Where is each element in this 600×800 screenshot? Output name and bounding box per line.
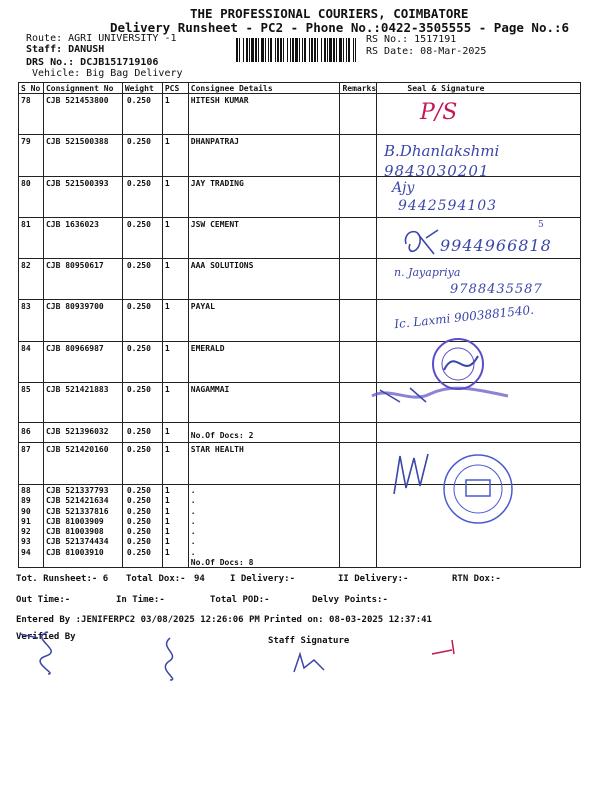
sno-cell-line: 92 [21,527,31,537]
pcs-cell [162,135,188,177]
weight-cell-text: 0.250 [126,445,151,454]
pcs-cell [162,300,188,342]
consignee-cell-text: HITESH KUMAR [190,96,249,105]
consignee-cell-text: JAY TRADING [190,179,244,188]
consignee-cell [188,300,340,342]
staff-signature: Staff Signature [268,636,350,646]
remarks-cell [340,177,377,218]
pcs-cell-text: 1 [164,179,170,188]
signature-81-note: 5 [538,220,544,230]
rtn-dox: RTN Dox:- [452,574,501,584]
pcs-cell-line: 1 [164,547,170,557]
sno-cell-line: 91 [21,516,31,526]
weight-cell [122,135,162,177]
signature-80-name: Ajy [392,180,415,196]
out-time: Out Time:- [16,595,71,605]
remarks-cell [340,94,377,135]
signature-81-phone: 9944966818 [440,236,552,255]
pcs-cell-line: 1 [164,516,170,526]
verified-by: Verified By [16,632,76,642]
col-consignee: Consignee Details [188,83,340,94]
sno-cell-line: 93 [21,537,31,547]
total-runsheet: Tot. Runsheet:- 6 [16,574,109,584]
consignment-cell-text: CJB 521500393 [45,179,109,188]
pcs-cell [162,177,188,218]
consignment-cell [43,177,122,218]
sno-cell [19,443,44,485]
weight-cell-line: 0.250 [126,506,151,516]
page-title: THE PROFESSIONAL COURIERS, COIMBATORE [190,6,469,21]
consignment-cell-line: CJB 521421634 [45,496,109,506]
consignment-cell [43,94,122,135]
remarks-cell [340,423,377,443]
sno-cell-line: 94 [21,547,31,557]
entered-by: Entered By :JENIFERPC2 03/08/2025 12:26:06 PM [16,615,260,625]
pcs-cell [162,342,188,383]
pcs-cell-line: 1 [164,506,170,516]
signature-79-phone: 9843030201 [384,162,490,180]
weight-cell [122,443,162,485]
consignee-cell [188,342,340,383]
consignment-cell [43,443,122,485]
company-seal-87 [436,452,520,526]
pcs-cell [162,218,188,259]
weight-cell-text: 0.250 [126,220,151,229]
staff-signature-ink [290,650,330,676]
weight-cell [122,383,162,423]
consignee-cell [188,485,340,568]
sno-cell [19,485,44,568]
i-delivery: I Delivery:- [230,574,296,584]
pcs-cell-text: 1 [164,96,170,105]
docs-count-86: No.Of Docs: 2 [190,431,254,440]
sno-cell [19,135,44,177]
sno-cell-text: 78 [21,96,31,105]
ii-delivery: II Delivery:- [338,574,409,584]
col-weight: Weight [122,83,162,94]
pcs-cell [162,485,188,568]
rs-no-label: RS No.: 1517191 [366,34,457,45]
barcode-image [236,38,356,62]
pcs-cell [162,443,188,485]
sno-cell [19,383,44,423]
remarks-cell [340,443,377,485]
consignment-cell-line: CJB 521374434 [45,537,109,547]
consignment-cell-text: CJB 521396032 [45,427,109,436]
rs-date-label: RS Date: 08-Mar-2025 [366,46,487,57]
consignment-cell-text: CJB 1636023 [45,220,99,229]
printed-on: Printed on: 08-03-2025 12:37:41 [264,615,432,625]
consignee-cell-text: DHANPATRAJ [190,137,239,146]
consignment-cell-line: CJB 521337816 [45,506,109,516]
in-time: In Time:- [116,595,165,605]
weight-cell [122,342,162,383]
consignee-cell [188,423,340,443]
weight-cell-text: 0.250 [126,427,151,436]
weight-cell-text: 0.250 [126,96,151,105]
sno-cell-text: 84 [21,344,31,353]
consignment-cell-text: CJB 80966987 [45,344,104,353]
stamp-85-smudge [370,384,510,406]
col-remarks: Remarks [340,83,377,94]
total-dox-value: 94 [194,574,205,584]
weight-cell-text: 0.250 [126,179,151,188]
sno-cell-text: 80 [21,179,31,188]
weight-cell-text: 0.250 [126,137,151,146]
weight-cell-line: 0.250 [126,516,151,526]
weight-cell-line: 0.250 [126,486,151,495]
sno-cell-text: 85 [21,385,31,394]
bullet-dot: . [190,506,196,516]
consignment-cell [43,485,122,568]
pcs-cell [162,94,188,135]
sno-cell [19,342,44,383]
consignment-cell-text: CJB 521421883 [45,385,109,394]
pcs-cell-text: 1 [164,385,170,394]
remarks-cell [340,485,377,568]
consignment-cell [43,383,122,423]
table-row [19,342,581,383]
consignee-cell [188,94,340,135]
consignee-cell-text: EMERALD [190,344,225,353]
table-row [19,423,581,443]
signature-cell[interactable] [377,423,581,443]
consignee-cell-text: JSW CEMENT [190,220,239,229]
sno-cell-line: 89 [21,496,31,506]
vehicle-label: Vehicle: Big Bag Delivery [32,68,183,79]
col-pcs: PCS [162,83,188,94]
sno-cell [19,177,44,218]
weight-cell [122,300,162,342]
bullet-dot: . [190,547,196,557]
consignment-cell-line: CJB 521337793 [45,486,109,495]
weight-cell [122,485,162,568]
red-mark [430,638,460,658]
pcs-cell [162,383,188,423]
pcs-cell [162,423,188,443]
table-header-row [19,83,581,94]
col-signature: Seal & Signature [377,83,581,94]
consignment-cell-text: CJB 80939700 [45,302,104,311]
consignment-cell-line: CJB 81003909 [45,516,104,526]
consignment-cell [43,218,122,259]
consignee-cell-text: AAA SOLUTIONS [190,261,254,270]
verifier-signature-2 [156,636,186,682]
signature-81-scribble [400,224,440,260]
remarks-cell [340,259,377,300]
signature-82-phone: 9788435587 [450,282,543,297]
signature-80-phone: 9442594103 [398,198,498,214]
sno-cell [19,300,44,342]
weight-cell-text: 0.250 [126,302,151,311]
route-label: Route: AGRI UNIVERSITY -1 [26,33,177,44]
weight-cell [122,423,162,443]
consignment-cell-text: CJB 521453800 [45,96,109,105]
consignment-cell [43,259,122,300]
pcs-cell-line: 1 [164,496,170,506]
weight-cell-line: 0.250 [126,527,151,537]
delvy-points: Delvy Points:- [312,595,388,605]
weight-cell-line: 0.250 [126,547,151,557]
consignee-cell [188,383,340,423]
weight-cell-text: 0.250 [126,344,151,353]
pcs-cell-line: 1 [164,486,170,495]
sno-cell-text: 81 [21,220,31,229]
staff-label: Staff: DANUSH [26,44,105,55]
pcs-cell-text: 1 [164,220,170,229]
bullet-dot: . [190,537,196,547]
signature-83: Ic. Laxmi 9003881540. [393,302,535,332]
pcs-cell-text: 1 [164,344,170,353]
weight-cell [122,218,162,259]
consignment-cell-line: CJB 81003908 [45,527,104,537]
bullet-dot: . [190,496,196,506]
sno-cell-text: 82 [21,261,31,270]
weight-cell [122,94,162,135]
pcs-cell-text: 1 [164,137,170,146]
docs-count-multi: No.Of Docs: 8 [190,558,254,568]
consignee-cell-text: PAYAL [190,302,215,311]
pcs-cell-line: 1 [164,527,170,537]
pcs-cell [162,259,188,300]
col-sno: S No [19,83,44,94]
consignee-cell [188,135,340,177]
signature-79-name: B.Dhanlakshmi [384,142,500,160]
weight-cell [122,177,162,218]
consignment-cell [43,342,122,383]
verifier-signature-1 [18,630,78,676]
consignee-cell-text: NAGAMMAI [190,385,230,394]
sno-cell-text: 87 [21,445,31,454]
remarks-cell [340,218,377,259]
consignee-cell-text: STAR HEALTH [190,445,244,454]
weight-cell-line: 0.250 [126,537,151,547]
weight-cell [122,259,162,300]
sno-cell [19,94,44,135]
consignment-cell [43,423,122,443]
consignment-cell-text: CJB 521420160 [45,445,109,454]
consignee-cell [188,443,340,485]
pcs-cell-text: 1 [164,261,170,270]
remarks-cell [340,135,377,177]
bullet-dot: . [190,516,196,526]
pcs-cell-text: 1 [164,427,170,436]
consignment-cell [43,135,122,177]
page-subtitle: Delivery Runsheet - PC2 - Phone No.:0422-3505555 - Page No.:6 [110,20,570,35]
remarks-cell [340,342,377,383]
col-consignment: Consignment No [43,83,122,94]
table-row [19,94,581,135]
consignee-cell [188,218,340,259]
consignment-cell-line: CJB 81003910 [45,547,104,557]
drs-label: DRS No.: DCJB151719106 [26,57,159,68]
consignment-cell-text: CJB 521500388 [45,137,109,146]
sno-cell-text: 79 [21,137,31,146]
pcs-cell-text: 1 [164,302,170,311]
consignment-cell-text: CJB 80950617 [45,261,104,270]
consignee-cell [188,259,340,300]
sno-cell [19,218,44,259]
signature-cell[interactable] [377,94,581,135]
sno-cell [19,423,44,443]
signature-78: P/S [420,100,458,125]
consignment-cell [43,300,122,342]
sno-cell-text: 86 [21,427,31,436]
pcs-cell-line: 1 [164,537,170,547]
weight-cell-text: 0.250 [126,385,151,394]
consignee-cell [188,177,340,218]
signature-87 [388,448,432,498]
weight-cell-line: 0.250 [126,496,151,506]
bullet-dot: . [190,486,196,495]
signature-82-name: n. Jayapriya [394,266,461,279]
sno-cell-line: 88 [21,486,31,495]
sno-cell-text: 83 [21,302,31,311]
remarks-cell [340,300,377,342]
bullet-dot: . [190,527,196,537]
sno-cell-line: 90 [21,506,31,516]
total-pod: Total POD:- [210,595,270,605]
total-dox-label: Total Dox:- [126,574,186,584]
pcs-cell-text: 1 [164,445,170,454]
sno-cell [19,259,44,300]
weight-cell-text: 0.250 [126,261,151,270]
